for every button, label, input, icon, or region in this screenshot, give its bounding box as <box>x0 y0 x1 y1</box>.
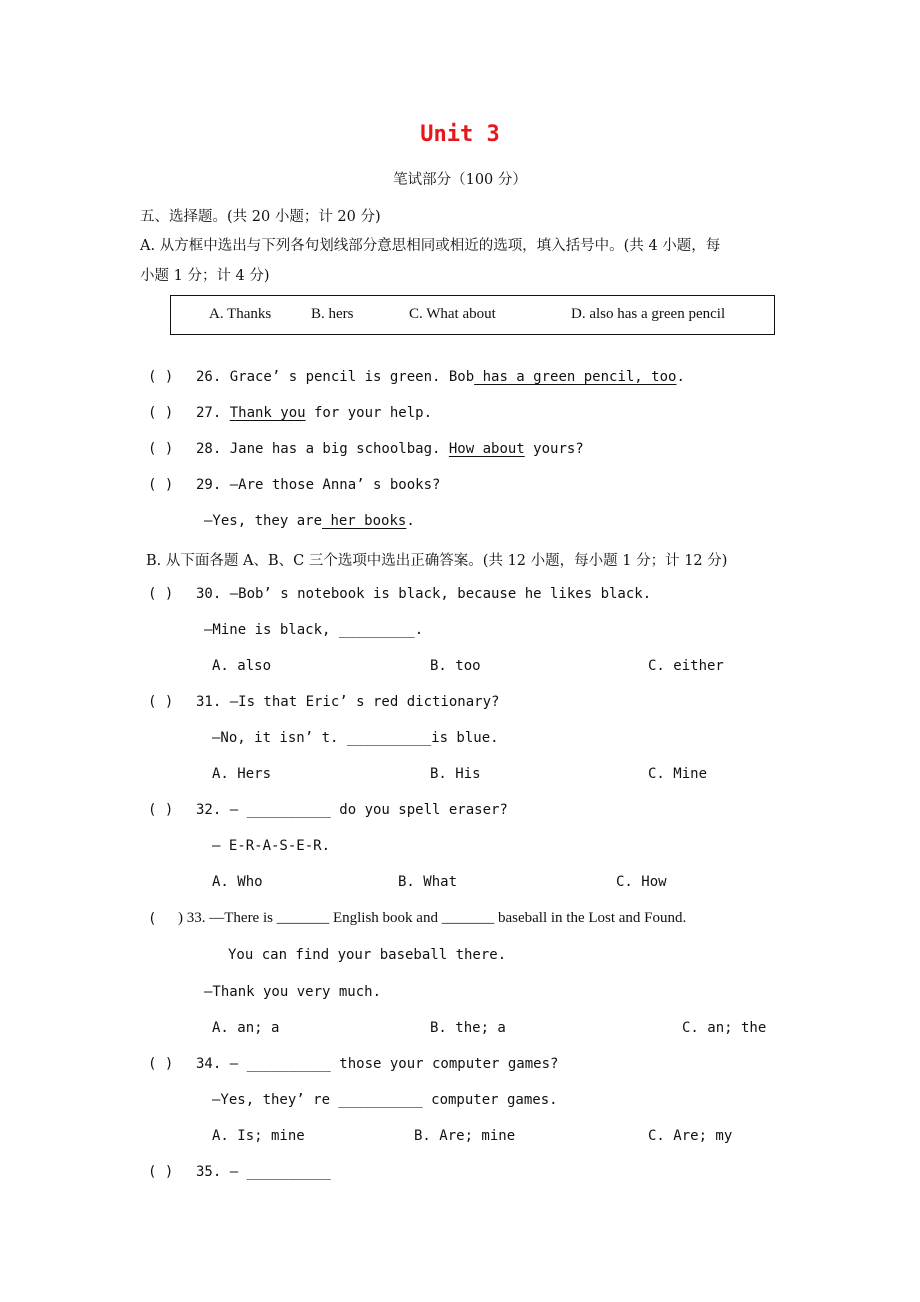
option-b[interactable]: B. His <box>430 766 481 782</box>
option-a[interactable]: A. Hers <box>212 766 272 782</box>
question-33-reply: —Thank you very much. <box>204 984 382 1000</box>
option-b[interactable]: B. too <box>430 658 481 674</box>
question-32-reply: — E-R-A-S-E-R. <box>212 838 331 854</box>
question-35: 35. — __________ <box>196 1164 331 1180</box>
option-b[interactable]: B. Are; mine <box>414 1128 516 1144</box>
box-option-a: A. Thanks <box>209 306 272 322</box>
option-c[interactable]: C. Mine <box>648 766 708 782</box>
answer-bracket[interactable]: ( ) <box>148 694 174 710</box>
option-c[interactable]: C. How <box>616 874 667 890</box>
page-subtitle: 笔试部分（100 分） <box>393 172 527 188</box>
question-31: 31. —Is that Eric’ s red dictionary? <box>196 694 500 710</box>
question-33: ) 33. —There is _______ English book and _______ baseball in the Lost and Found. <box>178 910 687 926</box>
option-b[interactable]: B. the; a <box>430 1020 506 1036</box>
question-31-reply: —No, it isn’ t. __________is blue. <box>212 730 499 746</box>
option-c[interactable]: C. either <box>648 658 724 674</box>
question-27: 27. Thank you for your help. <box>196 405 433 421</box>
answer-bracket[interactable]: ( ) <box>148 369 174 385</box>
option-a[interactable]: A. an; a <box>212 1020 280 1036</box>
box-option-d: D. also has a green pencil <box>571 306 726 322</box>
question-30-reply: —Mine is black, _________. <box>204 622 424 638</box>
option-c[interactable]: C. Are; my <box>648 1128 733 1144</box>
question-26: 26. Grace’ s pencil is green. Bob has a green pencil, too. <box>196 369 685 385</box>
option-b[interactable]: B. What <box>398 874 458 890</box>
option-c[interactable]: C. an; the <box>682 1020 767 1036</box>
part-b-instruction: B. 从下面各题 A、B、C 三个选项中选出正确答案。(共 12 小题，每小题 1 分；计 12 分) <box>146 553 728 569</box>
options-box <box>170 295 775 335</box>
question-34: 34. — __________ those your computer games? <box>196 1056 559 1072</box>
part-a-instruction: A. 从方框中选出与下列各句划线部分意思相同或相近的选项，填入括号中。(共 4 小题，每 <box>140 238 721 254</box>
section-heading: 五、选择题。(共 20 小题；计 20 分) <box>140 209 381 225</box>
answer-bracket[interactable]: ( ) <box>148 477 174 493</box>
answer-bracket-open[interactable]: ( <box>148 911 157 927</box>
answer-bracket[interactable]: ( ) <box>148 1056 174 1072</box>
option-a[interactable]: A. Who <box>212 874 263 890</box>
answer-bracket[interactable]: ( ) <box>148 802 174 818</box>
question-34-reply: —Yes, they’ re __________ computer games. <box>212 1092 558 1108</box>
box-option-c: C. What about <box>409 306 496 322</box>
box-option-b: B. hers <box>311 306 354 322</box>
option-a[interactable]: A. Is; mine <box>212 1128 305 1144</box>
option-a[interactable]: A. also <box>212 658 272 674</box>
page-title: Unit 3 <box>420 122 500 147</box>
answer-bracket[interactable]: ( ) <box>148 405 174 421</box>
question-30: 30. —Bob’ s notebook is black, because he likes black. <box>196 586 652 602</box>
question-32: 32. — __________ do you spell eraser? <box>196 802 508 818</box>
question-29-reply: —Yes, they are her books. <box>204 513 415 529</box>
answer-bracket[interactable]: ( ) <box>148 441 174 457</box>
answer-bracket[interactable]: ( ) <box>148 586 174 602</box>
answer-bracket[interactable]: ( ) <box>148 1164 174 1180</box>
part-a-instruction-cont: 小题 1 分；计 4 分) <box>140 268 270 284</box>
question-28: 28. Jane has a big schoolbag. How about yours? <box>196 441 584 457</box>
question-33-cont: You can find your baseball there. <box>228 947 507 963</box>
question-29: 29. —Are those Anna’ s books? <box>196 477 441 493</box>
